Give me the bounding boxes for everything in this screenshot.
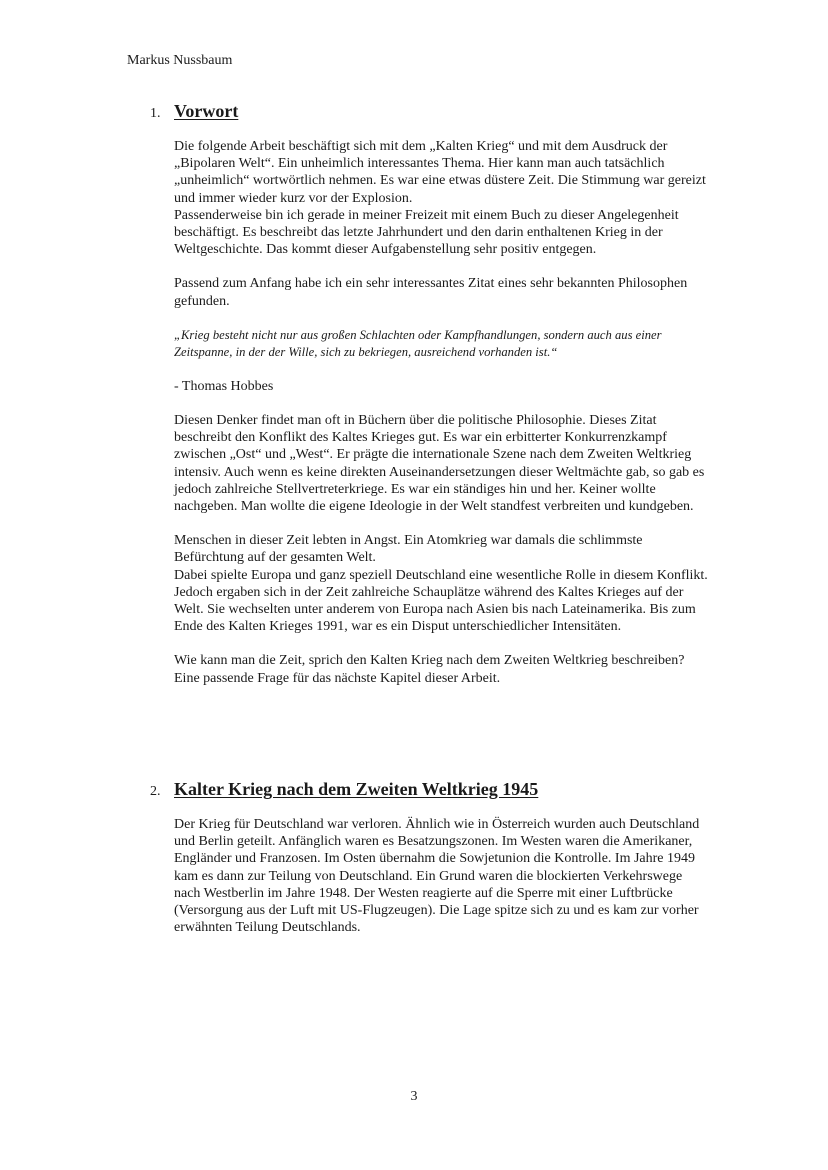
paragraph: Wie kann man die Zeit, sprich den Kalten Krieg nach dem Zweiten Weltkrieg beschreiben? Eine passende Frage für das nächste Kapitel dieser Arbeit. (174, 653, 685, 686)
section-2-body (174, 816, 710, 936)
section-2-title: Kalter Krieg nach dem Zweiten Weltkrieg 1945 (174, 779, 539, 799)
paragraph: Dabei spielte Europa und ganz speziell Deutschland eine wesentliche Rolle in diesem Konflikt. Jedoch ergaben sich in der Zeit zahlreiche Schauplätze während des Kaltes Krieges auf der Welt. Sie wechselten unter anderem von Europa nach Asien bis nach Lateinamerika. Bis zum Ende des Kalten Krieges 1991, war es ein Disput unterschiedlicher Intensitäten. (174, 567, 708, 635)
paragraph: Diesen Denker findet man oft in Büchern über die politische Philosophie. Dieses Zitat beschreibt den Konflikt des Kaltes Krieges gut. Es war ein erbitterter Konkurrenzkampf zwischen „Ost“ und „West“. Er prägte die internationale Szene nach dem Zweiten Weltkrieg intensiv. Auch wenn es keine direkten Auseinandersetzungen dieser Weltmächte gab, so gab es jedoch zahlreiche Stellvertreterkriege. Es war ein ständiges hin und her. Keiner wollte nachgeben. Man wollte die eigene Ideologie in der Welt standfest verbreiten und kundgeben. (174, 413, 705, 515)
page-number: 3 (410, 1089, 418, 1104)
quote-author: - Thomas Hobbes (174, 378, 274, 394)
paragraph: Menschen in dieser Zeit lebten in Angst. Ein Atomkrieg war damals die schlimmste Befürchtung auf der gesamten Welt. (174, 533, 643, 566)
paragraph: Passenderweise bin ich gerade in meiner Freizeit mit einem Buch zu dieser Angelegenheit beschäftigt. Es beschreibt das letzte Jahrhundert und den darin enthaltenen Krieg in der Weltgeschichte. Das kommt dieser Aufgabenstellung sehr positiv entgegen. (174, 207, 679, 258)
section-1-heading (150, 101, 710, 124)
paragraph: Die folgende Arbeit beschäftigt sich mit dem „Kalten Krieg“ und mit dem Ausdruck der „Bipolaren Welt“. Ein unheimlich interessantes Thema. Hier kann man auch tatsächlich „unheimlich“ wortwörtlich nehmen. Es war eine etwas düstere Zeit. Die Stimmung war gereizt und immer wieder kurz vor der Explosion. (174, 139, 706, 206)
section-2-number: 2. (150, 784, 161, 799)
quote: „Krieg besteht nicht nur aus großen Schlachten oder Kampfhandlungen, sondern auch aus einer Zeitspanne, in der der Wille, sich zu bekriegen, ausreichend vorhanden ist.“ (174, 327, 662, 359)
running-header-author: Markus Nussbaum (127, 53, 233, 68)
section-2-heading (150, 779, 710, 802)
section-1-body (174, 138, 710, 687)
paragraph: Der Krieg für Deutschland war verloren. Ähnlich wie in Österreich wurden auch Deutschland und Berlin geteilt. Anfänglich waren es Besatzungszonen. Im Westen waren die Amerikaner, Engländer und Franzosen. Im Osten übernahm die Sowjetunion die Kontrolle. Im Jahre 1949 kam es dann zur Teilung von Deutschland. Ein Grund waren die blockierten Verkehrswege nach Westberlin im Jahre 1948. Der Westen reagierte auf die Sperre mit einer Luftbrücke (Versorgung aus der Luft mit US-Flugzeugen). Die Lage spitze sich zu und es kam zur vorher erwähnten Teilung Deutschlands. (174, 817, 700, 936)
section-1-number: 1. (150, 106, 161, 121)
section-1-title: Vorwort (174, 101, 239, 121)
paragraph: Passend zum Anfang habe ich ein sehr interessantes Zitat eines sehr bekannten Philosophen gefunden. (174, 276, 688, 309)
